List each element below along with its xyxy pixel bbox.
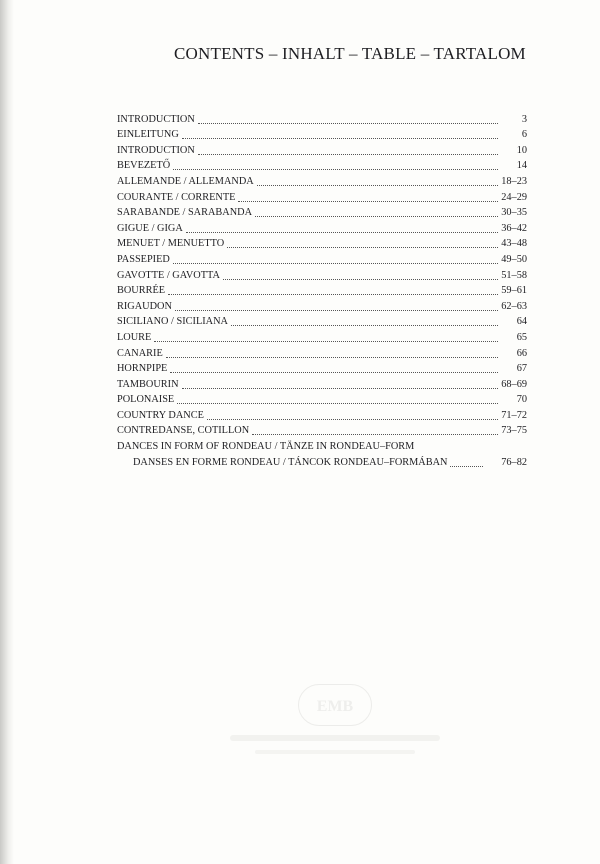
leader-dots: [450, 465, 483, 467]
faded-publisher-logo: [298, 684, 372, 726]
toc-entry-title: TAMBOURIN: [117, 378, 179, 390]
leader-dots: [166, 356, 498, 358]
leader-dots: [173, 168, 498, 170]
toc-entry-page: 51–58: [501, 269, 527, 281]
toc-entry-title: ALLEMANDE / ALLEMANDA: [117, 175, 254, 187]
leader-dots: [168, 293, 498, 295]
leader-dots: [182, 387, 498, 389]
toc-entry-title: SARABANDE / SARABANDA: [117, 207, 253, 219]
toc-entry-page: 49–50: [501, 253, 527, 265]
toc-entry-page: 64: [516, 316, 527, 328]
toc-entry: [117, 375, 527, 391]
toc-entry-title: POLONAISE: [117, 394, 175, 406]
toc-entry-title: PASSEPIED: [117, 253, 170, 265]
toc-entry-page: 36–42: [501, 222, 527, 234]
leader-dots: [255, 215, 498, 217]
toc-entry-title: BOURRÉE: [117, 285, 166, 297]
toc-entry: [117, 282, 527, 298]
leader-dots: [170, 371, 498, 373]
toc-entry-title: RIGAUDON: [117, 300, 172, 312]
toc-entry: [117, 344, 527, 360]
toc-entry-page: 70: [516, 394, 527, 406]
toc-entry-title: DANCES IN FORM OF RONDEAU / TÄNZE IN RONDEAU–FORM: [117, 441, 415, 453]
toc-entry: [117, 219, 527, 235]
toc-entry-page: 62–63: [501, 300, 527, 312]
page-binding-edge: [0, 0, 14, 864]
toc-entry: [117, 188, 527, 204]
toc-entry: [117, 235, 527, 251]
leader-dots: [154, 340, 498, 342]
publisher-logo-text: EMB: [316, 698, 354, 715]
toc-entry: [117, 297, 527, 313]
leader-dots: [173, 262, 498, 264]
toc-entry-title: GAVOTTE / GAVOTTA: [117, 269, 220, 281]
toc-entry-page: 65: [516, 331, 527, 343]
toc-entry-title: GIGUE / GIGA: [117, 222, 183, 234]
toc-entry-title: INTRODUCTION: [117, 144, 195, 156]
toc-entry-title: HORNPIPE: [117, 363, 168, 375]
leader-dots: [231, 324, 498, 326]
leader-dots: [177, 402, 498, 404]
toc-entry-title: CANARIE: [117, 347, 163, 359]
leader-dots: [175, 309, 498, 311]
toc-entry-title: MENUET / MENUETTO: [117, 238, 225, 250]
toc-entry: [117, 266, 527, 282]
toc-entry-page: 67: [516, 363, 527, 375]
toc-entry-page: 3: [521, 113, 527, 125]
toc-entry-title: BEVEZETŐ: [117, 160, 171, 172]
toc-entry-page: 30–35: [501, 207, 527, 219]
faded-imprint-line: [230, 735, 440, 741]
toc-entry-page: 66: [516, 347, 527, 359]
toc-entry-page: 76–82: [501, 456, 527, 468]
leader-dots: [227, 246, 498, 248]
toc-entry: [117, 250, 527, 266]
toc-entry-page: 43–48: [501, 238, 527, 250]
toc-entry-page: 73–75: [501, 425, 527, 437]
leader-dots: [252, 433, 498, 435]
toc-entry: [117, 313, 527, 329]
leader-dots: [238, 200, 498, 202]
toc-entry: [117, 204, 527, 220]
toc-entry: [117, 172, 527, 188]
toc-entry-rondeau-line2: [117, 453, 527, 469]
leader-dots: [257, 184, 498, 186]
toc-entry: [117, 141, 527, 157]
leader-dots: [186, 231, 498, 233]
leader-dots: [198, 122, 498, 124]
toc-entry-title: CONTREDANSE, COTILLON: [117, 425, 250, 437]
contents-heading: CONTENTS – INHALT – TABLE – TARTALOM: [174, 44, 526, 63]
toc-entry-title: COURANTE / CORRENTE: [117, 191, 236, 203]
toc-entry-page: 10: [516, 144, 527, 156]
toc-entry: [117, 110, 527, 126]
toc-entry-title: COUNTRY DANCE: [117, 409, 204, 421]
toc-entry-title: DANSES EN FORME RONDEAU / TÁNCOK RONDEAU–FORMÁBAN: [133, 456, 448, 468]
leader-dots: [182, 137, 498, 139]
toc-entry: [117, 360, 527, 376]
toc-entry: [117, 422, 527, 438]
faded-imprint-line: [255, 750, 415, 754]
toc-entry: [117, 328, 527, 344]
leader-dots: [198, 153, 498, 155]
toc-entry-title: SICILIANO / SICILIANA: [117, 316, 228, 328]
toc-entry-title: LOURE: [117, 331, 152, 343]
toc-entry-page: 14: [516, 160, 527, 172]
toc-entry-title: EINLEITUNG: [117, 129, 179, 141]
toc-entry-page: 18–23: [501, 175, 527, 187]
spacer: [417, 450, 524, 451]
toc-entry: [117, 406, 527, 422]
toc-entry-page: 68–69: [501, 378, 527, 390]
toc-entry: [117, 157, 527, 173]
leader-dots: [223, 278, 498, 280]
toc-entry-title: INTRODUCTION: [117, 113, 195, 125]
table-of-contents: [117, 110, 527, 469]
toc-entry-page: 71–72: [501, 409, 527, 421]
toc-entry-page: 59–61: [501, 285, 527, 297]
toc-entry-page: 6: [521, 129, 527, 141]
publisher-logo-icon: [299, 685, 371, 725]
leader-dots: [207, 418, 498, 420]
toc-entry-rondeau-line1: [117, 437, 527, 453]
toc-entry: [117, 391, 527, 407]
toc-entry-page: 24–29: [501, 191, 527, 203]
toc-entry: [117, 126, 527, 142]
